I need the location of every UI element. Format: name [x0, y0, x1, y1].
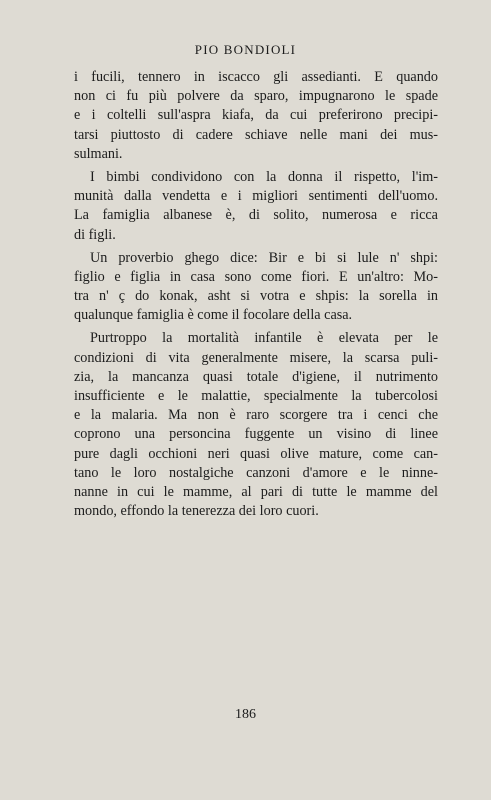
text-line: pure dagli occhioni neri quasi olive mature, come can-: [74, 445, 438, 462]
text-line: i fucili, tennero in iscacco gli assedianti. E quando: [74, 69, 438, 85]
running-header: PIO BONDIOLI: [194, 42, 297, 57]
text-line: qualunque famiglia è come il focolare della casa.: [74, 307, 353, 324]
text-line: nanne in cui le mamme, al pari di tutte le mamme del: [74, 483, 438, 500]
paragraph: [74, 249, 438, 326]
text-line: tra n' ç do konak, asht si votra e shpis: la sorella in: [74, 288, 438, 305]
text-line: La famiglia albanese è, di solito, numerosa e ricca: [74, 207, 438, 224]
text-line: Un proverbio ghego dice: Bir e bi si lule n' shpi:: [90, 249, 438, 266]
text-line: I bimbi condividono con la donna il rispetto, l'im-: [90, 168, 438, 185]
text-line: non ci fu più polvere da sparo, impugnarono le spade: [74, 88, 438, 105]
paragraph: [74, 68, 438, 164]
text-line: tano le loro nostalgiche canzoni d'amore e le ninne-: [74, 464, 438, 481]
text-line: zia, la mancanza quasi totale d'igiene, il nutrimento: [74, 368, 438, 385]
text-line: coprono una personcina fuggente un visino di linee: [74, 426, 438, 443]
body-text: [74, 68, 438, 521]
text-line: sulmani.: [74, 145, 123, 162]
text-line: condizioni di vita generalmente misere, la scarsa puli-: [74, 349, 438, 366]
text-line: e la malaria. Ma non è raro scorgere tra i cenci che: [74, 407, 438, 424]
text-line: insufficiente e le malattie, specialmente la tubercolosi: [74, 388, 438, 404]
text-line: munità dalla vendetta e i migliori sentimenti dell'uomo.: [74, 188, 438, 205]
text-line: mondo, effondo la tenerezza dei loro cuori.: [74, 503, 319, 520]
paragraph: [74, 329, 438, 521]
text-line: Purtroppo la mortalità infantile è elevata per le: [90, 330, 438, 347]
text-line: tarsi piuttosto di cadere schiave nelle mani dei mus-: [74, 126, 438, 143]
text-line: di figli.: [74, 226, 116, 243]
page-number: 186: [235, 707, 256, 722]
text-line: figlio e figlia in casa sono come fiori. E un'altro: Mo-: [74, 268, 438, 285]
text-line: e i coltelli sull'aspra kiafa, da cui preferirono precipi-: [74, 107, 438, 124]
paragraph: [74, 168, 438, 245]
